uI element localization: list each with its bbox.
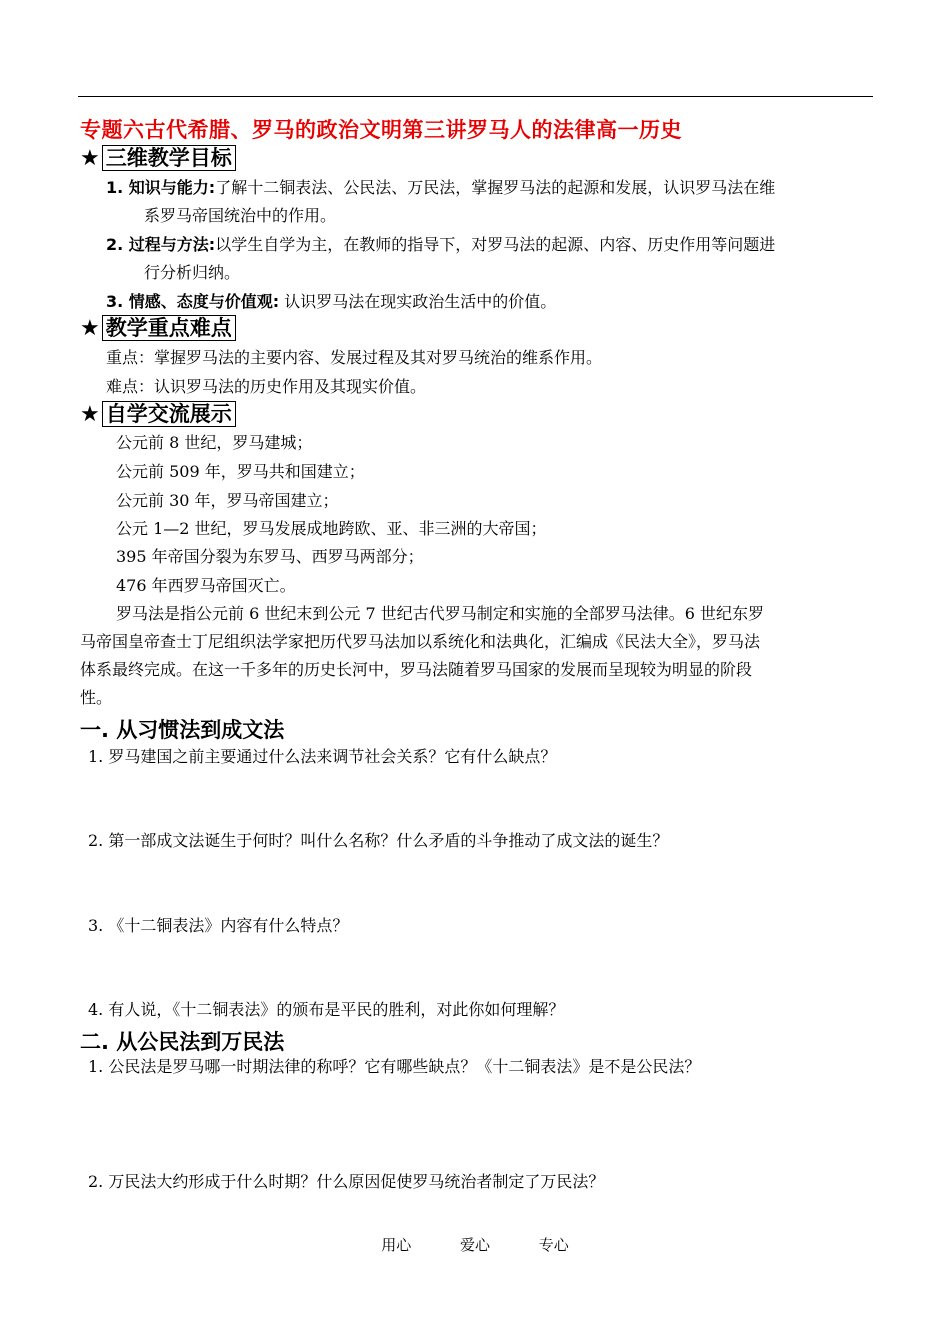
part-two-heading: 二. 从公民法到万民法 [80, 1030, 285, 1054]
paragraph-line: 性。 [80, 688, 113, 707]
star-icon: ★ [80, 145, 100, 171]
section-selfstudy-heading [80, 401, 236, 427]
star-icon: ★ [80, 315, 100, 341]
star-icon: ★ [80, 401, 100, 427]
focus-text: 重点：掌握罗马法的主要内容、发展过程及其对罗马统治的维系作用。 [106, 348, 603, 367]
question-item: 3. 《十二铜表法》内容有什么特点？ [88, 916, 349, 935]
footer-word: 用心 [381, 1236, 412, 1254]
objective-2: 2. 过程与方法:以学生自学为主，在教师的指导下，对罗马法的起源、内容、历史作用等问题进 [106, 235, 776, 254]
question-item: 2. 第一部成文法诞生于何时？叫什么名称？什么矛盾的斗争推动了成文法的诞生？ [88, 831, 669, 850]
objective-2-cont: 行分析归纳。 [144, 263, 241, 282]
difficulty-text: 难点：认识罗马法的历史作用及其现实价值。 [106, 377, 427, 396]
objective-1-cont: 系罗马帝国统治中的作用。 [144, 206, 337, 225]
section-title: 自学交流展示 [102, 401, 236, 427]
objective-1: 1. 知识与能力:了解十二铜表法、公民法、万民法，掌握罗马法的起源和发展，认识罗马法在维 [106, 178, 776, 197]
question-item: 4. 有人说，《十二铜表法》的颁布是平民的胜利，对此你如何理解？ [88, 1000, 565, 1019]
page-footer [0, 1234, 950, 1255]
part-one-heading: 一. 从习惯法到成文法 [80, 718, 285, 742]
section-title: 三维教学目标 [102, 145, 236, 171]
objective-3: 3. 情感、态度与价值观: 认识罗马法在现实政治生活中的价值。 [106, 292, 557, 311]
question-item: 2. 万民法大约形成于什么时期？什么原因促使罗马统治者制定了万民法？ [88, 1172, 605, 1191]
timeline-item: 395 年帝国分裂为东罗马、西罗马两部分； [116, 547, 424, 566]
timeline-item: 公元前 30 年，罗马帝国建立； [116, 491, 339, 510]
timeline-item: 公元 1—2 世纪，罗马发展成地跨欧、亚、非三洲的大帝国； [116, 519, 547, 538]
paragraph-line: 罗马法是指公元前 6 世纪末到公元 7 世纪古代罗马制定和实施的全部罗马法律。6 世纪东罗 [116, 604, 764, 623]
question-item: 1. 公民法是罗马哪一时期法律的称呼？它有哪些缺点？《十二铜表法》是不是公民法？ [88, 1057, 701, 1076]
paragraph-line: 体系最终完成。在这一千多年的历史长河中，罗马法随着罗马国家的发展而呈现较为明显的阶段 [80, 660, 753, 679]
paragraph-line: 马帝国皇帝查士丁尼组织法学家把历代罗马法加以系统化和法典化，汇编成《民法大全》，罗马法 [80, 632, 761, 651]
top-rule [78, 96, 873, 97]
timeline-item: 公元前 509 年，罗马共和国建立； [116, 462, 365, 481]
footer-word: 专心 [538, 1236, 569, 1254]
timeline-item: 476 年西罗马帝国灭亡。 [116, 576, 296, 595]
timeline-item: 公元前 8 世纪，罗马建城； [116, 433, 313, 452]
question-item: 1. 罗马建国之前主要通过什么法来调节社会关系？它有什么缺点？ [88, 747, 557, 766]
section-objectives-heading [80, 145, 236, 171]
section-keypoints-heading [80, 315, 236, 341]
document-title: 专题六古代希腊、罗马的政治文明第三讲罗马人的法律高一历史 [80, 118, 682, 142]
footer-word: 爱心 [459, 1236, 490, 1254]
section-title: 教学重点难点 [102, 315, 236, 341]
